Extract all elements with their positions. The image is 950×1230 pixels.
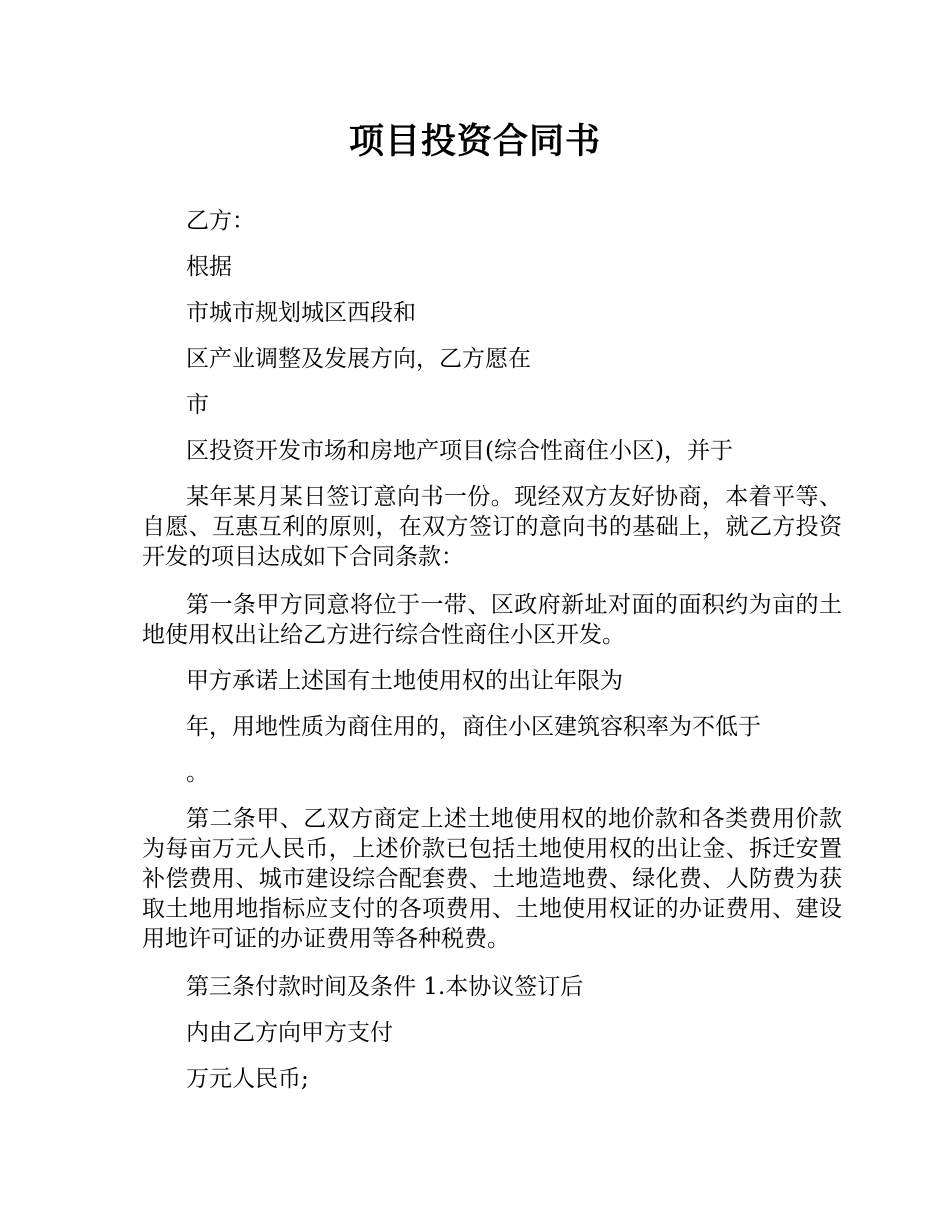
paragraph: 区产业调整及发展方向，乙方愿在 (186, 346, 531, 372)
paragraph-article-3: 第三条付款时间及条件 1.本协议签订后 (186, 974, 584, 1000)
paragraph: 市城市规划城区西段和 (186, 300, 416, 326)
paragraph-party-b: 乙方： (186, 208, 255, 234)
paragraph: 内由乙方向甲方支付 (186, 1020, 393, 1046)
paragraph: 万元人民币; (186, 1066, 309, 1092)
paragraph: 市 (186, 392, 209, 418)
document-title: 项目投资合同书 (348, 122, 601, 162)
paragraph: 根据 (186, 254, 232, 280)
paragraph: 。 (186, 760, 209, 786)
paragraph: 年，用地性质为商住用的，商住小区建筑容积率为不低于 (186, 714, 761, 740)
paragraph: 甲方承诺上述国有土地使用权的出让年限为 (186, 668, 623, 694)
paragraph-article-2: 第二条甲、乙双方商定上述土地使用权的地价款和各类费用价款为每亩万元人民币，上述价款已包括土地使用权的出让金、拆迁安置补偿费用、城市建设综合配套费、土地造地费、绿化费、人防费为获取土地用地指标应支付的各项费用、土地使用权证的办证费用、建设用地许可证的办证费用等各种税费。 (142, 806, 842, 952)
paragraph: 区投资开发市场和房地产项目(综合性商住小区)，并于 (186, 438, 733, 464)
paragraph-article-1: 第一条甲方同意将位于一带、区政府新址对面的面积约为亩的土地使用权出让给乙方进行综合性商住小区开发。 (142, 592, 842, 648)
paragraph-intro: 某年某月某日签订意向书一份。现经双方友好协商，本着平等、自愿、互惠互利的原则，在双方签订的意向书的基础上，就乙方投资开发的项目达成如下合同条款： (142, 484, 842, 570)
